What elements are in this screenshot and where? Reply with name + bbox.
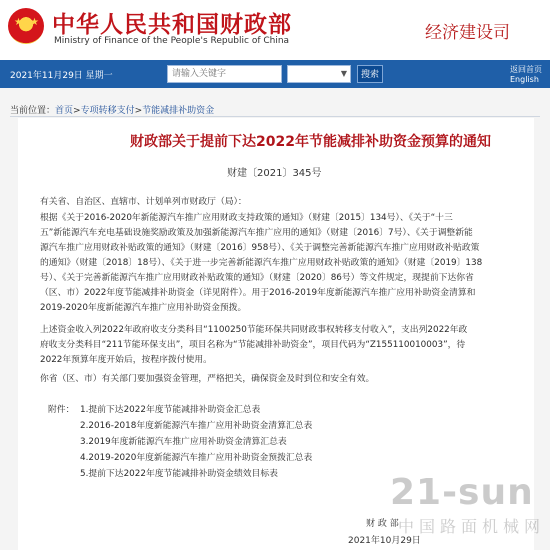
document-number: 财建〔2021〕345号 [227, 168, 322, 179]
department-title[interactable]: 经济建设司 [425, 23, 510, 43]
search-button[interactable]: 搜索 [357, 65, 383, 83]
search-scope-select[interactable] [287, 65, 351, 83]
document-panel [18, 118, 546, 550]
breadcrumb-item-special-transfer[interactable]: 专项转移支付 [80, 106, 135, 116]
attachment-item[interactable]: 1.提前下达2022年度节能减排补助资金汇总表 [80, 405, 261, 415]
body-line: 号）、《关于完善新能源汽车推广应用财政补贴政策的通知》（财建〔2020〕86号）等文件规定，现提前下达你省 [40, 273, 474, 283]
ministry-name-en: Ministry of Finance of the People's Republic of China [54, 36, 290, 46]
national-emblem-icon[interactable]: ★★★ [8, 8, 44, 44]
body-line: 五”新能源汽车充电基础设施奖励政策及加强新能源汽车推广应用的通知》（财建〔2016〕7号）、《关于调整新能 [40, 228, 473, 238]
body-line: 的通知》（财建〔2018〕18号）、《关于进一步完善新能源汽车推广应用财政补贴政策的通知》（财建〔2019〕138 [40, 258, 483, 268]
document-title: 财政部关于提前下达2022年节能减排补助资金预算的通知 [130, 134, 491, 150]
breadcrumb [10, 103, 214, 116]
breadcrumb-item-energy-saving[interactable]: 节能减排补助资金 [142, 106, 215, 116]
body-line: 上述资金收入列2022年政府收支分类科目“1100250节能环保共同财政事权转移支付收入”，支出列2022年政 [40, 325, 468, 335]
body-line: 2022年预算年度开始后，按程序拨付使用。 [40, 355, 212, 365]
watermark-subtitle: 中国路面机械网 [398, 517, 546, 536]
watermark-logo: 21-sun [390, 472, 534, 513]
body-line: 府收支分类科目“211节能环保支出”，项目名称为“节能减排补助资金”，项目代码为“Z155110010003”，待 [40, 340, 466, 350]
home-link[interactable]: 返回首页 [510, 65, 542, 74]
attachments-label: 附件： [48, 405, 75, 415]
attachment-item[interactable]: 2.2016-2018年度新能源汽车推广应用补助资金清算汇总表 [80, 421, 313, 431]
body-line: 2019-2020年度新能源汽车推广应用补助资金预拨。 [40, 303, 247, 313]
signature-date: 2021年10月29日 [348, 536, 421, 546]
signature-org: 财 政 部 [366, 519, 399, 529]
body-line: 根据《关于2016-2020年新能源汽车推广应用财政支持政策的通知》（财建〔2015〕134号）、《关于“十三 [40, 213, 453, 223]
site-header [0, 0, 550, 60]
search-input[interactable] [167, 65, 282, 83]
breadcrumb-item-home[interactable]: 首页 [55, 106, 74, 116]
top-bar [0, 60, 550, 88]
attachment-item[interactable]: 4.2019-2020年度新能源汽车推广应用补助资金预拨汇总表 [80, 453, 313, 463]
divider [10, 116, 540, 117]
attachment-item[interactable]: 5.提前下达2022年度节能减排补助资金绩效目标表 [80, 469, 278, 479]
breadcrumb-prefix: 当前位置： [10, 106, 56, 116]
chevron-down-icon: ▼ [340, 69, 347, 78]
english-link[interactable]: English [510, 75, 539, 84]
breadcrumb-separator: > [73, 106, 81, 116]
attachment-item[interactable]: 3.2019年度新能源汽车推广应用补助资金清算汇总表 [80, 437, 287, 447]
ministry-name-cn[interactable]: 中华人民共和国财政部 [52, 12, 292, 38]
salutation: 有关省、自治区、直辖市、计划单列市财政厅（局）： [40, 197, 247, 207]
body-line: （区、市）2022年度节能减排补助资金（详见附件）。用于2016-2019年度新能源汽车推广应用补助资金清算和 [40, 288, 476, 298]
body-line: 源汽车推广应用财政补贴政策的通知》（财建〔2016〕958号）、《关于调整完善新能源汽车推广应用财政补贴政策 [40, 243, 480, 253]
body-line: 你省（区、市）有关部门要加强资金管理，严格把关，确保资金及时到位和安全有效。 [40, 374, 375, 384]
current-date: 2021年11月29日 星期一 [10, 71, 113, 81]
breadcrumb-separator: > [134, 106, 143, 116]
